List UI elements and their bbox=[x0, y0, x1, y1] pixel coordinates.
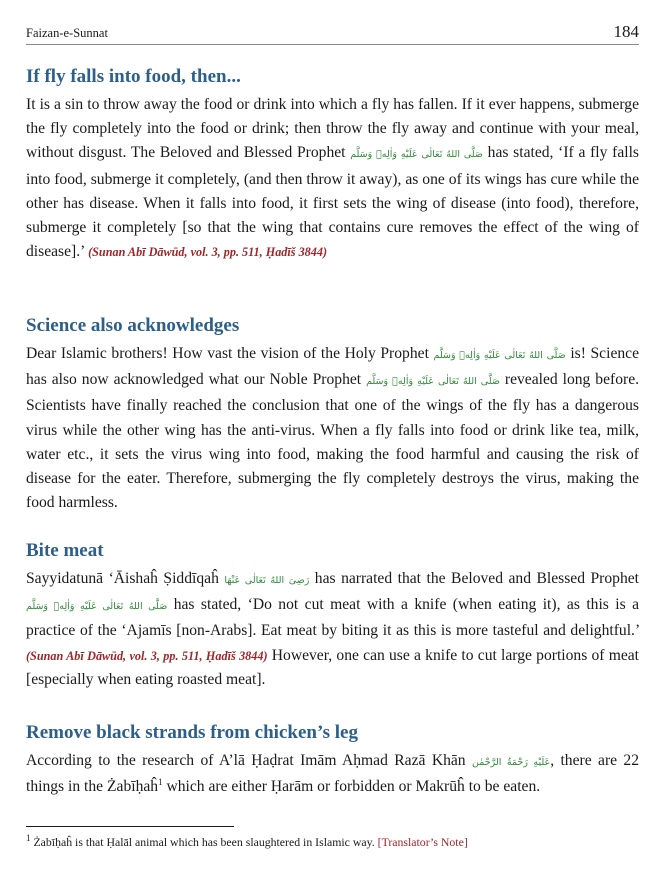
translator-note: [Translator’s Note] bbox=[377, 835, 468, 849]
honorific-calligraphy: صَلَّى اللهُ تَعَالٰى عَلَيْهِ وَاٰلِهٖ وَسَلَّم bbox=[350, 149, 483, 161]
section-science bbox=[26, 315, 639, 515]
paragraph-text: is! Science has also now acknowledged what our Noble Prophet bbox=[26, 345, 639, 389]
footnote-text: Żabīḥaĥ is that Ḥalāl animal which has been slaughtered in Islamic way. bbox=[30, 835, 375, 849]
honorific-calligraphy: رَضِىَ اللهُ تَعَالٰى عَنْهَا bbox=[224, 575, 310, 586]
honorific-calligraphy: صَلَّى اللهُ تَعَالٰى عَلَيْهِ وَاٰلِهٖ وَسَلَّم bbox=[366, 376, 500, 388]
paragraph-text: Sayyidatunā ‘Āishaĥ Ṣiddīqaĥ bbox=[26, 570, 219, 587]
paragraph-text: has stated, ‘Do not cut meat with a knife (when eating it), as this is a practice of the ‘Ajamīs [non-Arabs]. Eat meat by biting it as this is more tasteful and delightful.’ bbox=[26, 596, 640, 640]
section-bite-meat bbox=[26, 540, 639, 692]
section-paragraph bbox=[26, 342, 639, 515]
footnote-marker: 1 bbox=[158, 777, 163, 788]
footnote-divider bbox=[26, 826, 234, 827]
paragraph-text: has narrated that the Beloved and Blessed Prophet bbox=[314, 570, 639, 587]
paragraph-text: Dear Islamic brothers! How vast the vision of the Holy Prophet bbox=[26, 345, 429, 362]
paragraph-text: which are either Ḥarām or forbidden or Makrūĥ to be eaten. bbox=[162, 778, 541, 796]
paragraph-text: has stated, ‘If a fly falls into food, submerge it completely, (and then throw it away), as one of its wings has cure while the other has disease. When it falls into food, it first sets the wing of disease (into food), therefore, submerge it completely [so that the wing that contains cure removes the effect of the wing of disease].’ bbox=[26, 144, 639, 261]
paragraph-text: However, one can use a knife to cut large portions of meat [especially when eating roasted meat]. bbox=[26, 646, 640, 688]
section-paragraph bbox=[26, 567, 639, 692]
section-heading: Remove black strands from chicken’s leg bbox=[26, 722, 358, 743]
section-paragraph bbox=[26, 749, 639, 799]
hadith-reference: (Sunan Abī Dāwūd, vol. 3, pp. 511, Ḥadīš 3844) bbox=[26, 648, 268, 663]
hadith-reference: (Sunan Abī Dāwūd, vol. 3, pp. 511, Ḥadīš 3844) bbox=[88, 245, 328, 260]
page-header bbox=[26, 22, 639, 45]
section-chicken-leg bbox=[26, 722, 639, 799]
honorific-calligraphy: عَلَيْهِ رَحْمَةُ الرَّحْمٰن bbox=[472, 757, 551, 768]
section-heading: Bite meat bbox=[26, 540, 104, 561]
honorific-calligraphy: صَلَّى اللهُ تَعَالٰى عَلَيْهِ وَاٰلِهٖ وَسَلَّم bbox=[433, 350, 566, 361]
book-title: Faizan-e-Sunnat bbox=[26, 26, 108, 40]
footnote-number: 1 bbox=[26, 833, 31, 844]
paragraph-text: revealed long before. Scientists have finally reached the conclusion that one of the wings of the fly has a dangerous virus while the other wing has the anti-virus. When a fly falls into food or drink like tea, milk, water etc., it sets the virus wing into food, making the food harmful and causing the risk of disease for the eater. Therefore, submerging the fly completely destroys the virus, making the food harmless. bbox=[26, 371, 640, 512]
honorific-calligraphy: صَلَّى اللهُ تَعَالٰى عَلَيْهِ وَاٰلِهٖ وَسَلَّم bbox=[26, 601, 168, 613]
footnote bbox=[26, 835, 639, 850]
paragraph-text: It is a sin to throw away the food or drink into which a fly has fallen. If it ever happens, submerge the fly completely into the food or drink; then throw the fly away and continue with your meal, without disgust. The Beloved and Blessed Prophet bbox=[26, 96, 639, 162]
section-heading: Science also acknowledges bbox=[26, 315, 240, 336]
section-heading: If fly falls into food, then... bbox=[26, 66, 241, 87]
paragraph-text: , there are 22 things in the Żabīḥaĥ bbox=[26, 752, 640, 796]
paragraph-text: According to the research of A’lā Ḥaḍrat Imām Aḥmad Razā Khān bbox=[26, 752, 466, 769]
section-paragraph bbox=[26, 93, 639, 264]
page-number: 184 bbox=[613, 22, 639, 41]
section-fly-in-food bbox=[26, 66, 639, 264]
